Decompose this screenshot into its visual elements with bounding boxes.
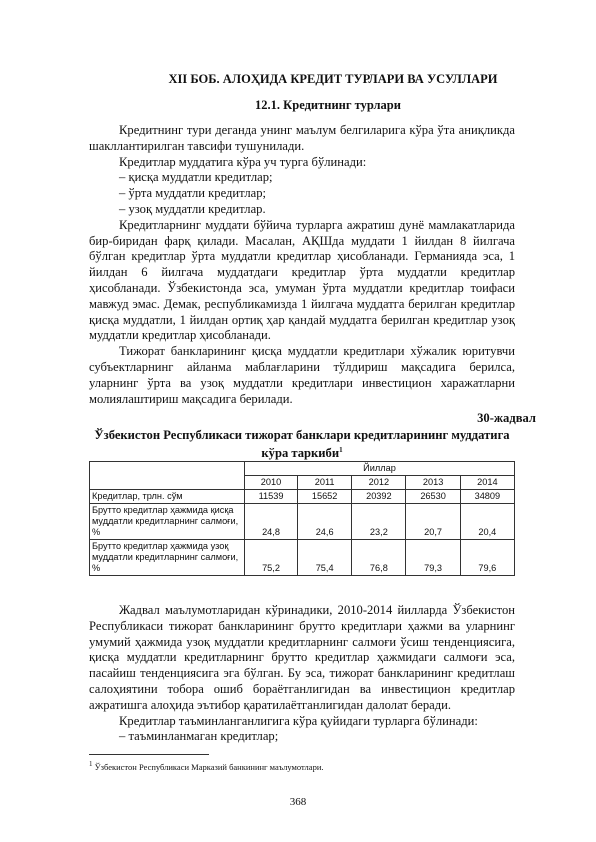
table-cell: 15652 (298, 490, 352, 504)
footnote-ref: 1 (339, 446, 343, 454)
paragraph: Кредитнинг тури деганда унинг маълум белгиларига кўра ўта аниқликда шакллантирилган тавсифи тушунилади. (89, 123, 515, 153)
chapter-title: XII БОБ. АЛОҲИДА КРЕДИТ ТУРЛАРИ ВА УСУЛЛАРИ (168, 72, 498, 86)
table-header-row (90, 462, 515, 476)
year-header: 2013 (406, 476, 460, 490)
footnote (89, 760, 324, 772)
year-header: 2010 (245, 476, 298, 490)
table-cell: 34809 (460, 490, 514, 504)
table-cell: 75,4 (298, 540, 352, 576)
section-title: 12.1. Кредитнинг турлари (255, 98, 401, 112)
page-number: 368 (289, 796, 307, 808)
body-text-after-table (89, 603, 515, 745)
table-cell: 20392 (352, 490, 406, 504)
year-header: 2014 (460, 476, 514, 490)
table-row (90, 490, 515, 504)
table-cell: 20,7 (406, 504, 460, 540)
year-header: 2012 (352, 476, 406, 490)
table-row (90, 504, 515, 540)
row-label: Кредитлар, трлн. сўм (90, 490, 245, 504)
list-item: – ўрта муддатли кредитлар; (119, 186, 267, 201)
table-number: 30-жадвал (477, 411, 536, 425)
row-label: Брутто кредитлар ҳажмида қисқа муддатли кредитларнинг салмоғи, % (90, 504, 245, 540)
paragraph: Кредитлар муддатига кўра уч турга бўлинади: (119, 154, 367, 169)
row-label: Брутто кредитлар ҳажмида узоқ муддатли кредитларнинг салмоғи, % (90, 540, 245, 576)
table-cell: 11539 (245, 490, 298, 504)
table-title (89, 428, 515, 461)
table-cell: 23,2 (352, 504, 406, 540)
list-item: – қисқа муддатли кредитлар; (119, 170, 273, 185)
table-cell: 79,6 (460, 540, 514, 576)
paragraph: Тижорат банкларининг қисқа муддатли кредитлари хўжалик юритувчи субъектларнинг айланма маблағларини тўлдириш мақсадига берилса, уларнинг ўрта ва узоқ муддатли кредитлари инвестицион харажатларни молиялаштириш мақсадига берилади. (89, 344, 515, 406)
table-row (90, 540, 515, 576)
list-item: – таъминланмаган кредитлар; (119, 729, 279, 744)
table-cell: 24,8 (245, 504, 298, 540)
table-cell: 79,3 (406, 540, 460, 576)
table-cell: 20,4 (460, 504, 514, 540)
table-cell: 26530 (406, 490, 460, 504)
table-cell: 24,6 (298, 504, 352, 540)
list-item: – узоқ муддатли кредитлар. (119, 201, 266, 216)
table-cell: 76,8 (352, 540, 406, 576)
table-corner-cell (90, 462, 245, 490)
footnote-text: Ўзбекистон Республикаси Марказий банкининг маълумотлари. (94, 761, 324, 772)
years-group-header: Йиллар (245, 462, 515, 476)
data-table (89, 461, 515, 576)
table-title-text: Ўзбекистон Республикаси тижорат банклари кредитларининг муддатига кўра таркиби (94, 428, 510, 461)
body-text (89, 123, 515, 407)
paragraph: Жадвал маълумотларидан кўринадики, 2010-2014 йилларда Ўзбекистон Республикаси тижорат банкларининг брутто кредитлари ҳажми ва уларнинг умумий ҳажмида узоқ муддатли кредитларнинг салмоғи ўсиш тенденциясига, қисқа муддатли кредитларнинг брутто кредитлар ҳажмидаги салмоғи эса, пасайиш тенденциясига эга бўлган. Бу эса, тижорат банкларининг кредитлаш салоҳиятини тобора ошиб бораётганлигидан ва инвестицион кредитлар ажратишга алоҳида эътибор қаратилаётганлигидан далолат беради. (89, 603, 515, 712)
paragraph: Кредитларнинг муддати бўйича турларга ажратиш дунё мамлакатларида бир-биридан фарқ қилади. Масалан, АҚШда муддати 1 йилдан 8 йилгача бўлган кредитлар ўрта муддатли кредитлар ҳисобланади. Германияда эса, 1 йилдан 6 йилгача муддатдаги кредитлар ўрта муддатли кредитлар ҳисобланади. Ўзбекистонда эса, умуман ўрта муддатли кредитлар тоифаси мавжуд эмас. Демак, республикамизда 1 йилгача муддатга берилган кредитлар қисқа муддатли, 1 йилдан ортиқ ҳар қандай муддатга берилган кредитлар узоқ муддатли кредитлар ҳисобланади. (89, 217, 515, 343)
paragraph: Кредитлар таъминланганлигига кўра қуйидаги турларга бўлинади: (119, 713, 478, 728)
footnote-separator (89, 754, 209, 755)
table-cell: 75,2 (245, 540, 298, 576)
year-header: 2011 (298, 476, 352, 490)
footnote-mark: 1 (89, 760, 93, 768)
